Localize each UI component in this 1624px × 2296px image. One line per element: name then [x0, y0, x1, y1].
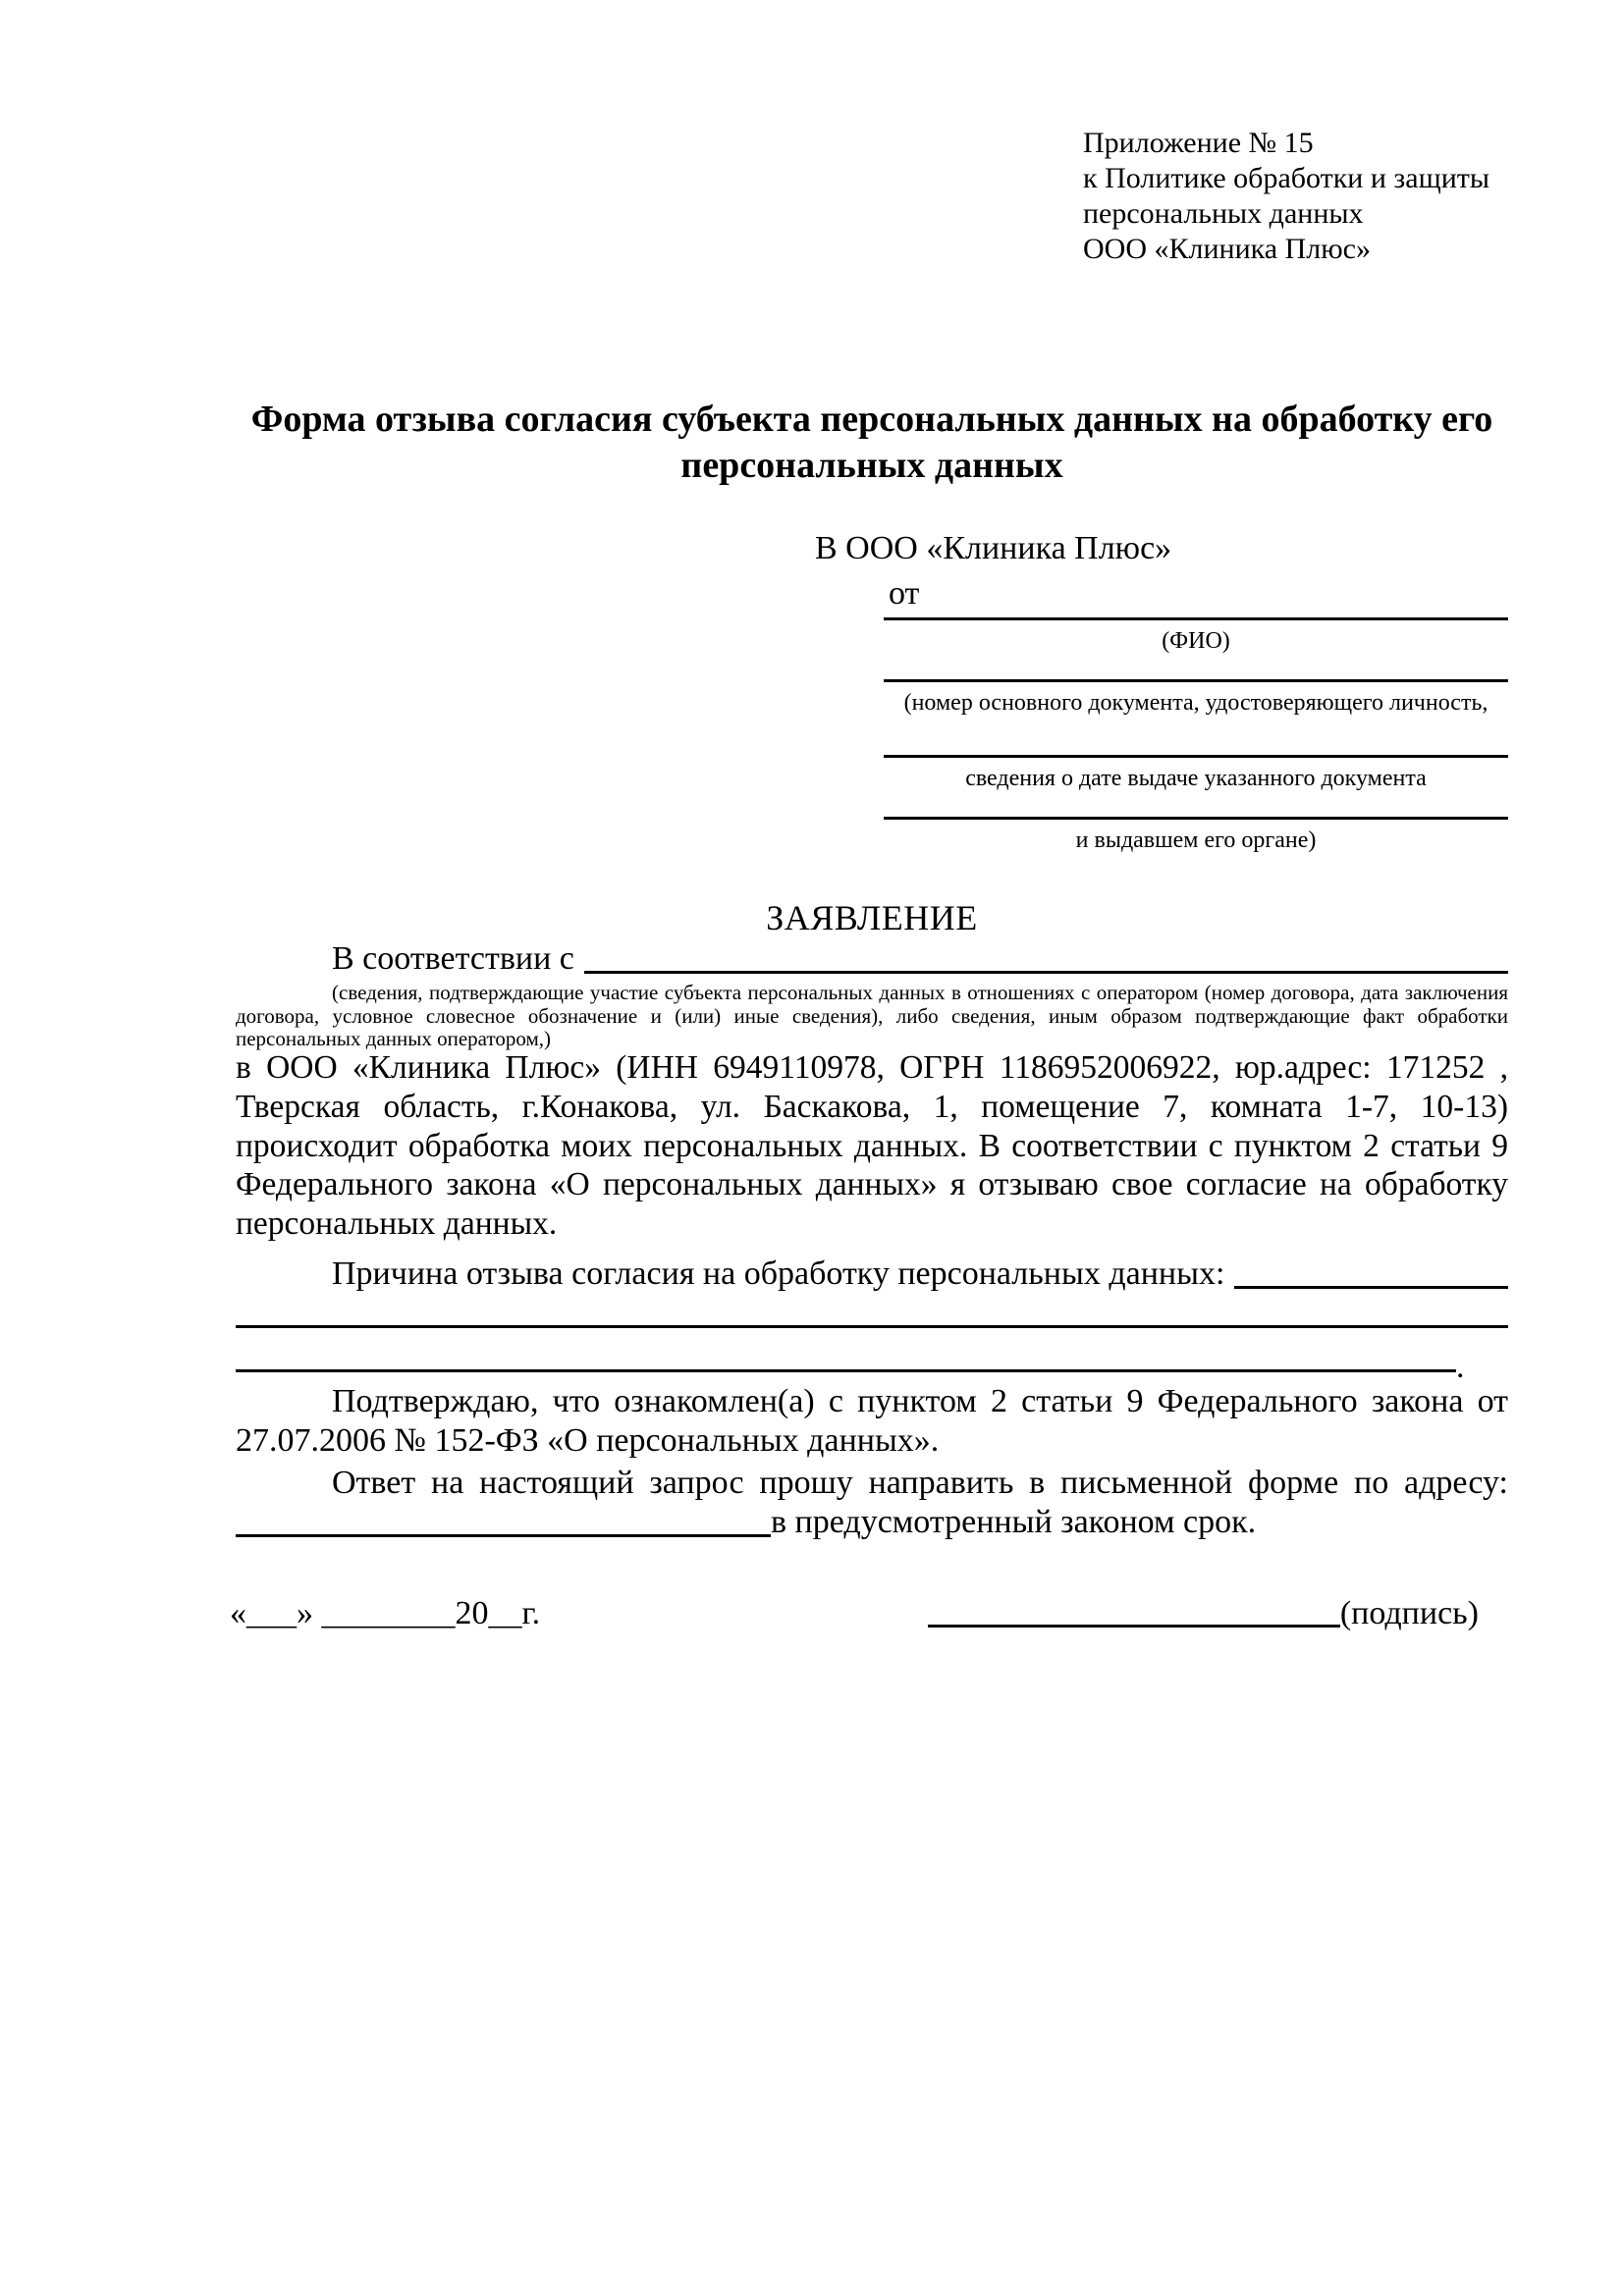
addressee-organization: В ООО «Клиника Плюс» [815, 530, 1172, 566]
signature-caption: (подпись) [1339, 1595, 1479, 1631]
fio-blank-line [884, 617, 1508, 620]
reason-prefix: Причина отзыва согласия на обработку персональных данных: [332, 1255, 1225, 1292]
from-label: от [889, 575, 920, 612]
document-title: Форма отзыва согласия субъекта персональных данных на обработку его персональных данных [250, 399, 1493, 486]
document-number-caption: (номер основного документа, удостоверяющего личность, [903, 690, 1489, 716]
date-blank: «___» ________20__г. [230, 1595, 541, 1631]
issuing-authority-blank-line [884, 817, 1508, 820]
intro-footnote: (сведения, подтверждающие участие субъекта персональных данных в отношениях с оператором (номер договора, дата заключения договора, условное словесное обозначение и (или) иные сведения), либо сведения, иным образом подтверждающие факт обработки персональных данных оператором,) [236, 981, 1508, 1050]
appendix-note-line: к Политике обработки и защиты [1083, 162, 1490, 194]
reason-blank-line-full [236, 1325, 1508, 1328]
intro-prefix: В соответствии с [332, 940, 574, 977]
document-number-blank-line [884, 679, 1508, 682]
fio-caption: (ФИО) [1162, 628, 1230, 654]
reason-row [236, 1255, 1508, 1294]
issue-date-blank-line [884, 755, 1508, 758]
signature-blank-line [928, 1625, 1340, 1628]
issue-date-caption: сведения о дате выдаче указанного документа [965, 766, 1427, 791]
reason-blank-line-rule [236, 1369, 1456, 1372]
intro-blank-line [584, 939, 1508, 974]
reason-blank-line-full-2 [236, 1343, 1508, 1385]
issuing-authority-caption: и выдавшем его органе) [1075, 828, 1317, 853]
reply-address-blank-line [236, 1503, 771, 1537]
blank-line-terminator: . [1456, 1349, 1465, 1385]
appendix-note-line: ООО «Клиника Плюс» [1083, 233, 1371, 265]
reply-suffix: в предусмотренный законом срок. [771, 1504, 1257, 1540]
reason-blank-line [1234, 1255, 1508, 1289]
statement-body: в ООО «Клиника Плюс» (ИНН 6949110978, ОГРН 1186952006922, юр.адрес: 171252 , Тверская область, г.Конакова, ул. Баскакова, 1, помещение 7, комната 1-7, 10-13) происходит обработка моих персональных данных. В соответствии с пунктом 2 статьи 9 Федерального закона «О персональных данных» я отзываю свое согласие на обработку персональных данных. [236, 1049, 1508, 1243]
reply-request-paragraph: Ответ на настоящий запрос прошу направить в письменной форме по адресу: [332, 1465, 1508, 1501]
signature-row [230, 1592, 1479, 1635]
appendix-note-line: персональных данных [1083, 197, 1364, 230]
reply-address-row [236, 1503, 1508, 1542]
appendix-note [1083, 126, 1489, 267]
appendix-note-line: Приложение № 15 [1083, 127, 1314, 159]
statement-heading: ЗАЯВЛЕНИЕ [766, 898, 978, 937]
intro-row [236, 939, 1508, 979]
confirmation-paragraph: Подтверждаю, что ознакомлен(а) с пунктом 2 статьи 9 Федерального закона от 27.07.2006 № 152-ФЗ «О персональных данных». [236, 1383, 1508, 1459]
